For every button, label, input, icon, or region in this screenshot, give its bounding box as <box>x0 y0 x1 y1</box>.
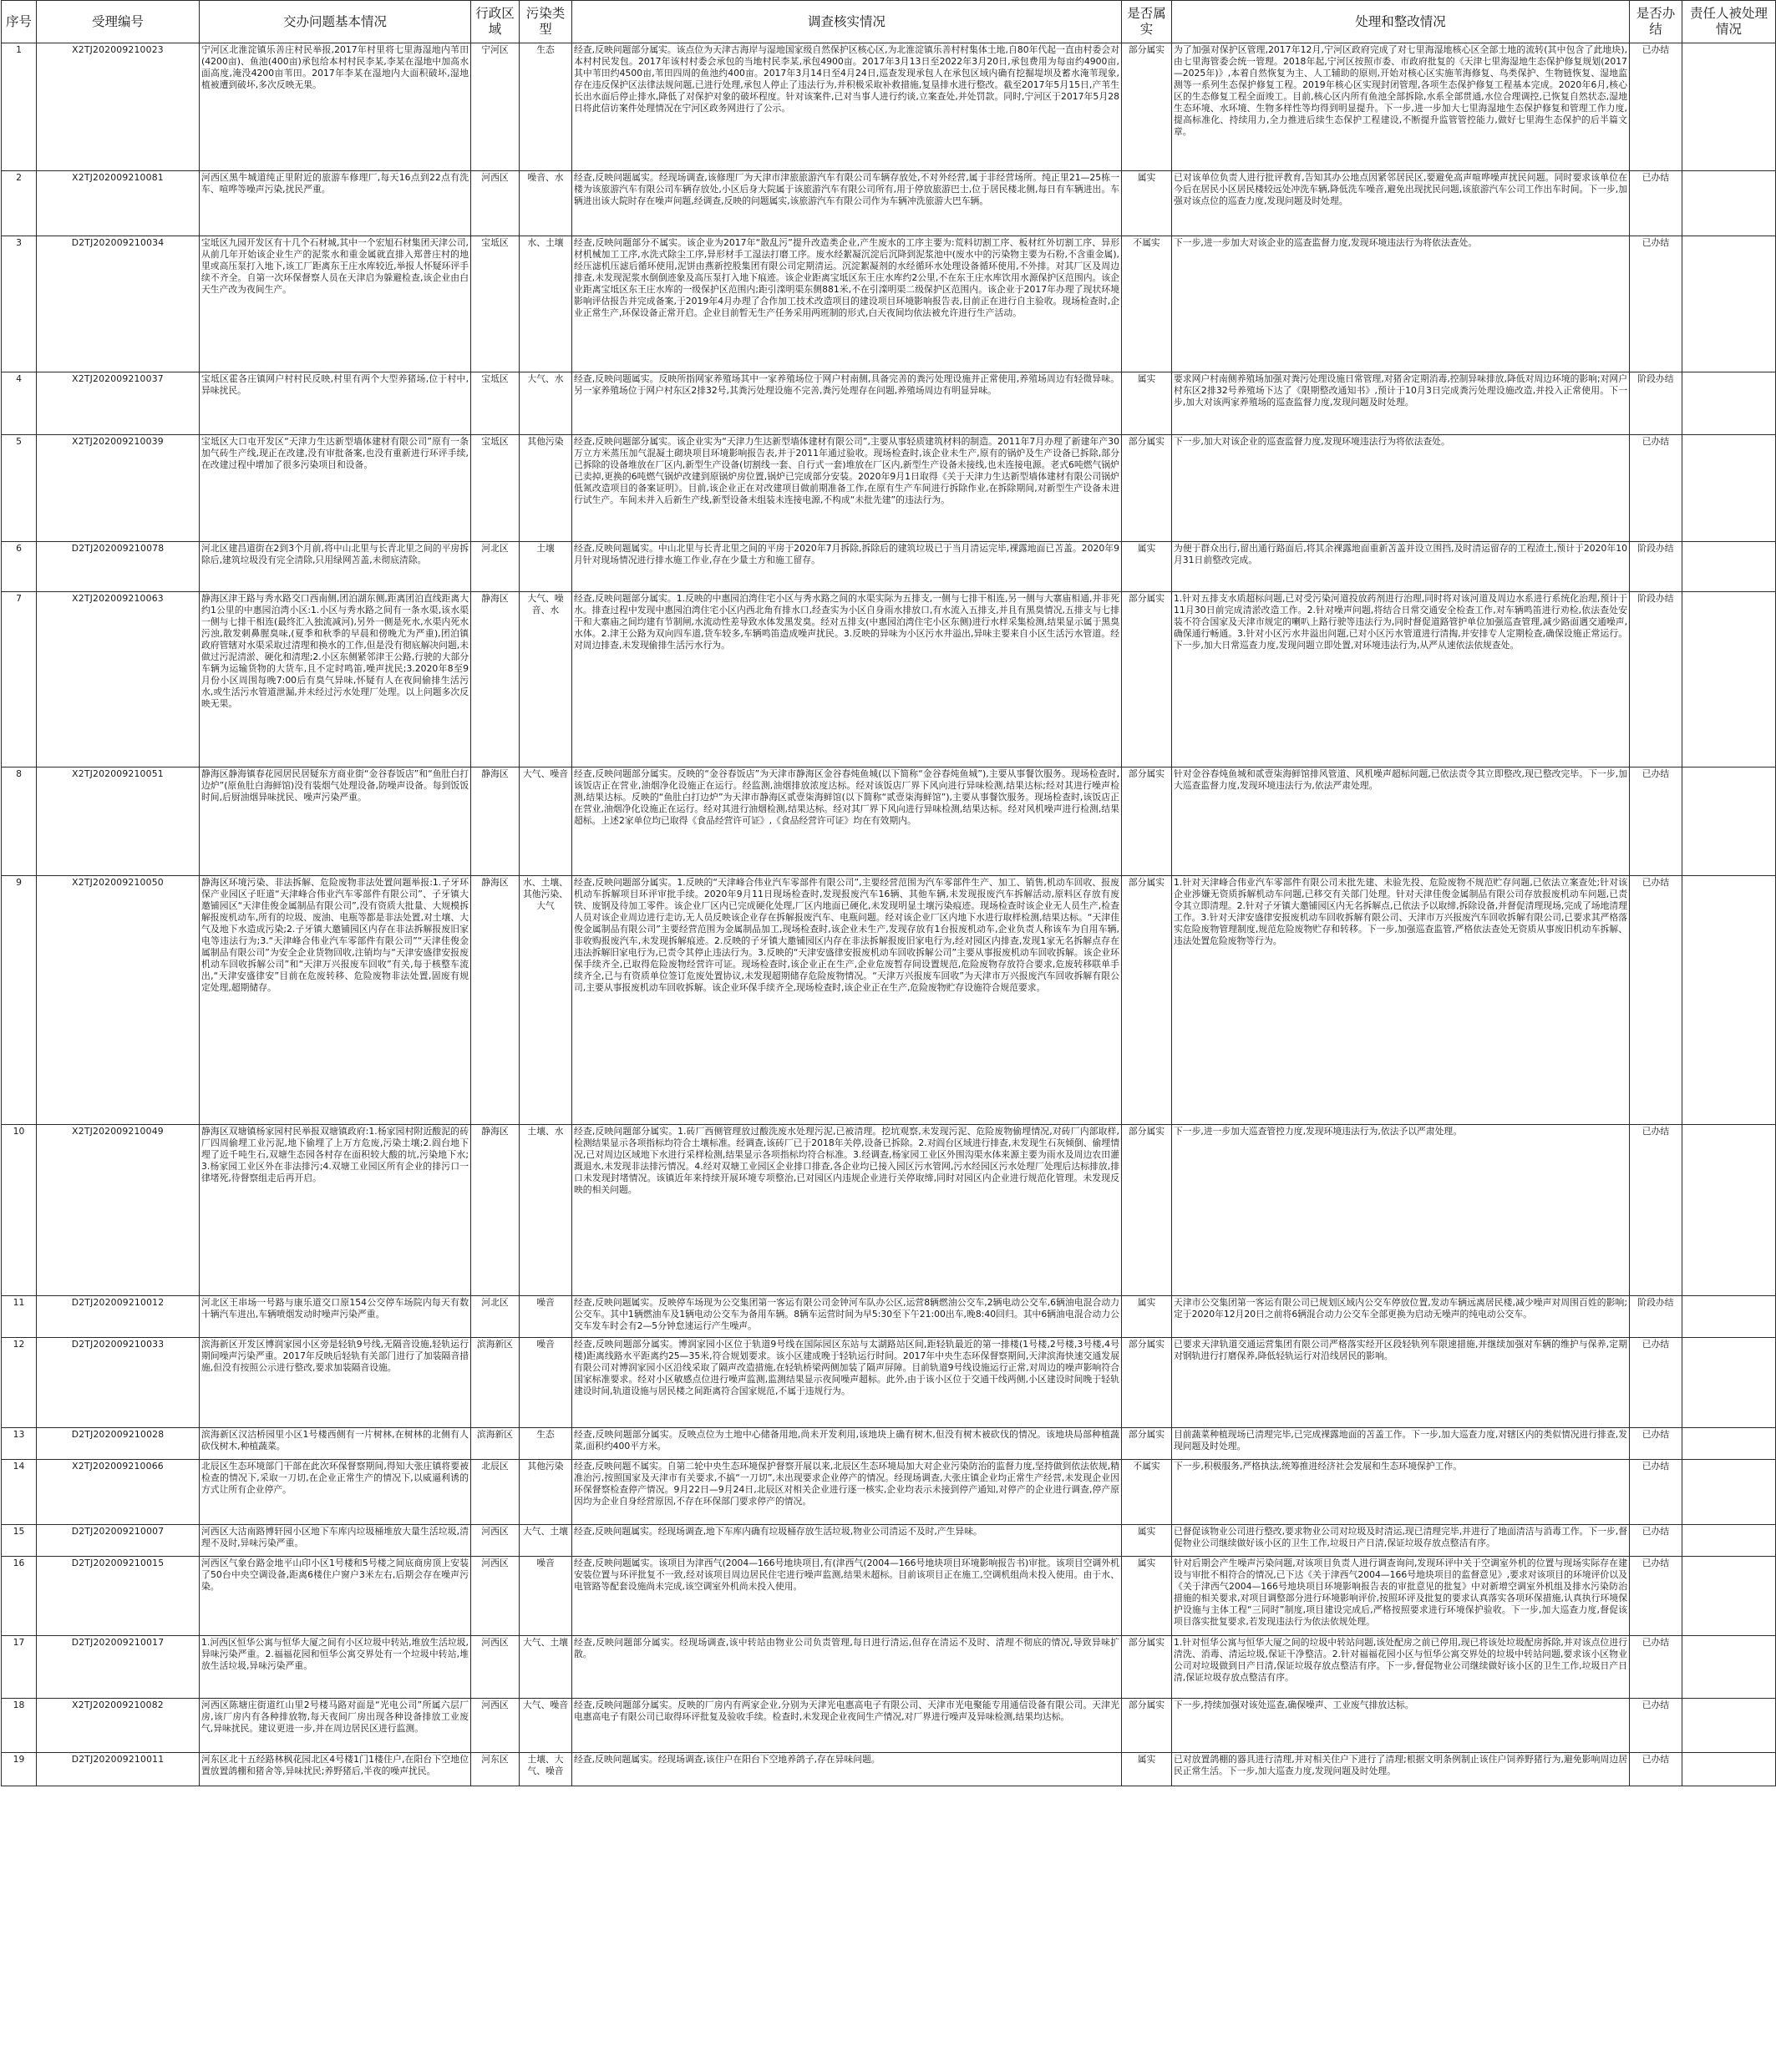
cell-id: D2TJ202009210034 <box>37 236 200 372</box>
cell-district: 静海区 <box>471 768 520 876</box>
cell-verified: 属实 <box>1122 1296 1172 1338</box>
cell-issue: 滨海新区开发区博润家园小区旁是轻轨9号线,无隔音设施,轻轨运行期间噪声污染严重。2017年反映后轻轨有关部门进行了加装隔音措施,但没有按照公示进行整改,要求加装隔音设施。 <box>200 1338 471 1428</box>
header-accountability: 责任人被处理情况 <box>1682 1 1776 43</box>
table-row <box>2 43 1776 171</box>
cell-handling: 已对放置鸽棚的器具进行清理,并对相关住户下进行了清理;根据文明条例制止该住户饲养野猪行为,避免影响周边居民正常生活。下一步,加大巡查力度,发现问题及时处理。 <box>1172 1753 1630 1786</box>
cell-id: D2TJ202009210011 <box>37 1753 200 1786</box>
table-row <box>2 1753 1776 1786</box>
cell-type: 噪音 <box>520 1338 572 1428</box>
cell-investigation: 经查,反映问题部分属实。反映的“金谷春饭店”为天津市静海区金谷春炖鱼城(以下简称“金谷春炖鱼城”),主要从事餐饮服务。现场检查时,该饭店正在营业,油烟净化设施正在运行。经监测,油烟排放浓度达标。经对该饭店厂界下风向进行异味检测,结果达标;经对其进行噪声检测,结果达标。反映的“鱼肚白打边炉”为天津市静海区贰壹柒海鲜馆(以下简称“贰壹柒海鲜馆”),主要从事餐饮服务。现场检查时,该饭店正在营业,油烟净化设施正在运行。经对其进行油烟检测,结果达标。经对其厂界下风向进行异味检测,结果达标。经对风机噪声进行检测,结果超标。上述2家单位均已取得《食品经营许可证》,《食品经营许可证》均在有效期内。 <box>572 768 1122 876</box>
cell-done: 已办结 <box>1630 236 1682 372</box>
cell-investigation: 经查,反映问题部分属实。博润家园小区位于轨道9号线在国际园区东站与太湖路站区间,距轻轨最近的第一排楼(1号楼,2号楼,3号楼,4号楼)距离线路水平距离约25—35米,符合规划要求。该小区建成晚于轻轨运行时间。2017年中央生态环保督察期间,天津滨海快速交通发展有限公司对博润家园小区沿线采取了隔声改造措施,在轻轨桥梁两侧加装了隔声屏障。目前轨道9号线设施运行正常,对周边的噪声影响符合国家标准要求。经对小区敏感点位进行噪声监测,监测结果显示夜间噪声超标。此外,由于该小区位于交通干线两侧,小区建设时间晚于轻轨建设时间,轨道设施与居民楼之间距离符合国家规范,不属于违规行为。 <box>572 1338 1122 1428</box>
table-row <box>2 1636 1776 1699</box>
cell-type: 大气、噪音、水 <box>520 592 572 768</box>
cell-seq: 8 <box>2 768 37 876</box>
cell-done: 阶段办结 <box>1630 1296 1682 1338</box>
cell-investigation: 经查,反映问题不属实。自第二轮中央生态环境保护督察开展以来,北辰区生态环境局加大对企业污染防治的监督力度,坚持做到依法依规,精准治污,按照国家及天津市有关要求,不搞“一刀切”,未出现要求企业停产的情况。经现场调查,大张庄镇企业均正常生产经营,未发现企业因环保督察检查停产情况。9月22日—9月24日,北辰区对相关企业进行逐一核实,企业均表示未接到停产通知,对停产的企业进行调查,停产原因均为企业自身经营原因,不存在环保部门要求停产的情况。 <box>572 1460 1122 1525</box>
cell-type: 大气、水 <box>520 372 572 435</box>
cell-id: D2TJ202009210015 <box>37 1557 200 1636</box>
table-row <box>2 1338 1776 1428</box>
table-row <box>2 768 1776 876</box>
cell-handling: 下一步,持续加强对该处巡查,确保噪声、工业废气排放达标。 <box>1172 1699 1630 1753</box>
table-row <box>2 542 1776 592</box>
cell-district: 北辰区 <box>471 1460 520 1525</box>
cell-investigation: 经查,反映问题部分属实。该点位为天津古海岸与湿地国家级自然保护区核心区,为北淮淀镇乐善村村集体土地,自80年代起一直由村委会对本村村民发包。2017年该村村委会承包的当地村民李某,承包4900亩。2017年3月13日至2022年3月20日,承包费用为每亩约4900亩,其中苇田约4500亩,苇田四周的鱼池约400亩。2017年3月14日至4月24日,巡查发现承包人在承包区域内确有挖掘堤坝及蓄水淹苇现象,存在违反保护区法律法规问题,已进行处理,承包人停止了违法行为,并积极采取补救措施,复垦排水进行整改。截至2017年5月15日,产苇生长出水面后停止排水,降低了对保护对象的破坏程度。针对该案件,已对当事人进行约谈,立案查处,并处罚款。同时,宁河区于2017年5月28日将此信访案件处理情况在宁河区政务网进行了公示。 <box>572 43 1122 171</box>
cell-verified: 属实 <box>1122 1753 1172 1786</box>
cell-district: 宝坻区 <box>471 372 520 435</box>
cell-seq: 6 <box>2 542 37 592</box>
cell-seq: 18 <box>2 1699 37 1753</box>
cell-done: 已办结 <box>1630 1525 1682 1557</box>
header-type: 污染类型 <box>520 1 572 43</box>
cell-handling: 下一步,加大对该企业的巡查监督力度,发现环境违法行为将依法查处。 <box>1172 435 1630 542</box>
cell-verified: 部分属实 <box>1122 43 1172 171</box>
cell-id: X2TJ202009210051 <box>37 768 200 876</box>
table-row <box>2 876 1776 1125</box>
cell-accountability <box>1682 43 1776 171</box>
cell-investigation: 经查,反映问题属实。经现场调查,地下车库内确有垃圾桶存放生活垃圾,物业公司清运不及时,产生异味。 <box>572 1525 1122 1557</box>
cell-seq: 11 <box>2 1296 37 1338</box>
cell-accountability <box>1682 1699 1776 1753</box>
cell-type: 大气、土壤 <box>520 1525 572 1557</box>
cell-issue: 宁河区北淮淀镇乐善庄村民举报,2017年村里将七里海湿地内苇田(4200亩)、鱼池(400亩)承包给本村村民李某,李某在湿地中加高水面高度,淹没4200亩苇田。2017年李某在湿地内大面积破坏,湿地植被遭到破坏,多次反映无果。 <box>200 43 471 171</box>
cell-type: 其他污染 <box>520 435 572 542</box>
complaint-report-table <box>1 0 1776 1786</box>
cell-verified: 属实 <box>1122 1557 1172 1636</box>
table-row <box>2 171 1776 236</box>
table-row <box>2 1557 1776 1636</box>
cell-done: 阶段办结 <box>1630 372 1682 435</box>
cell-done: 已办结 <box>1630 768 1682 876</box>
header-investigation: 调查核实情况 <box>572 1 1122 43</box>
cell-issue: 宝坻区霍各庄镇网户村村民反映,村里有两个大型养猪场,位于村中,异味扰民。 <box>200 372 471 435</box>
cell-type: 大气、噪音 <box>520 768 572 876</box>
header-done: 是否办结 <box>1630 1 1682 43</box>
cell-investigation: 经查,反映问题属实。经现场调查,该修理厂为天津市津旅旅游汽车有限公司车辆存放处,不对外经营,属于非经营场所。纯正里21—25栋一楼为该旅游汽车有限公司车辆存放处,小区后身大院属于该旅游汽车有限公司所有,用于停放旅游巴士,位于居民楼北侧,每日有车辆进出。车辆进出该大院时存在噪声问题,经调查,反映的问题属实,该旅游汽车有限公司作为车辆冲洗旅游大巴车辆。 <box>572 171 1122 236</box>
cell-type: 水、土壤、其他污染、大气 <box>520 876 572 1125</box>
cell-verified: 部分属实 <box>1122 876 1172 1125</box>
cell-handling: 已督促该物业公司进行整改,要求物业公司对垃圾及时清运,现已清理完毕,并进行了地面清洁与消毒工作。下一步,督促物业公司继续做好该小区的卫生工作,垃圾日产日清,保证垃圾存放点整洁有序。 <box>1172 1525 1630 1557</box>
cell-seq: 10 <box>2 1125 37 1296</box>
cell-id: D2TJ202009210033 <box>37 1338 200 1428</box>
cell-id: D2TJ202009210007 <box>37 1525 200 1557</box>
cell-done: 已办结 <box>1630 171 1682 236</box>
cell-investigation: 经查,反映问题部分属实。1.反映的“天津峰合伟业汽车零部件有限公司”,主要经营范围为汽车零部件生产、加工、销售,机动车回收、报废机动车拆解项目环评审批手续。2020年9月11日现场检查时,发现报废汽车16辆、其他车辆,未发现报废汽车拆解活动,原料区存放有废铁、废钢及待加工零件。该企业厂区内已完成硬化处理,厂区内地面已硬化,未发现明显土壤污染痕迹。现场检查时该企业无人员生产,检查人员对该企业周边进行走访,无人员反映该企业存在拆解报废汽车、电瓶问题。经对该企业厂区内地下水进行取样检测,结果达标。“天津佳俊金属制品有限公司”主要经营范围为金属制品加工,现场检查时,该企业未生产,发现存放有1台报废机动车,企业负责人称该车为自用车辆,非收购报废汽车,未发现拆解痕迹。2.反映的子牙镇大邀铺园区内存在非法拆解报废旧家电行为,经对园区内排查,发现1家无名拆解点存在违法拆解旧家电行为,已责令其停止违法行为。3.反映的“天津安盛律安报废机动车回收拆解公司”主要从事报废机动车回收拆解。该企业环保手续齐全,已取得危险废物经营许可证。现场检查时,该企业正在生产,企业危废暂存间设置规范,危险废物存放符合要求,危废转移联单手续齐全,已与有资质单位签订危废处置协议,未发现超期储存危险废物情况。“天津万兴报废车回收”为天津市万兴报废汽车回收拆解有限公司,主要从事报废机动车回收拆解。该企业环保手续齐全,现场检查时,该企业正在生产,危险废物贮存设施符合规范要求。 <box>572 876 1122 1125</box>
cell-seq: 17 <box>2 1636 37 1699</box>
cell-verified: 部分属实 <box>1122 1699 1172 1753</box>
cell-handling: 已要求天津轨道交通运营集团有限公司严格落实经开区段轻轨列车限速措施,并继续加强对车辆的维护与保养,定期对钢轨进行打磨保养,降低轻轨运行对沿线居民的影响。 <box>1172 1338 1630 1428</box>
table-row <box>2 1125 1776 1296</box>
header-district: 行政区域 <box>471 1 520 43</box>
cell-verified: 部分属实 <box>1122 768 1172 876</box>
cell-accountability <box>1682 236 1776 372</box>
cell-issue: 静海区静海镇春花园居民居疑东方商业街“金谷春饭店”和“鱼肚白打边炉”(原鱼肚白海鲜馆)没有装烟气处理设备,防噪声设备。每到饭饭时间,后厨油烟异味扰民、噪声污染严重。 <box>200 768 471 876</box>
cell-issue: 河北区王串场一号路与康乐道交口原154公交停车场院内每天有数十辆汽车进出,车辆喷烟发动时噪声污染严重。 <box>200 1296 471 1338</box>
cell-district: 河西区 <box>471 1557 520 1636</box>
cell-district: 静海区 <box>471 1125 520 1296</box>
cell-issue: 静海区津王路与秀水路交口西南侧,团泊湖东侧,距离团泊直线距离大约1公里的中惠园泊湾小区:1.小区与秀水路之间有一条水渠,该水渠一侧与七排干相连(最终汇入独流减河),另外一侧是死水,水渠内死水污浊,散发刺鼻腥臭味,(夏季和秋季的早晨和傍晚尤为严重),团泊镇政府管辖对水渠采取过清理和换水的工作,但是没有彻底解决问题,未做过污泥清淤、硬化和清理;2.小区东侧紧邻津王公路,行驶的大部分车辆为运输货物的大货车,且不定时鸣笛,噪声扰民;3.2020年8至9月份小区周围每晚7:00后有臭气异味,怀疑有人在夜间偷排生活污水,或生活污水管道泄漏,并未经过污水处理厂处理。以上问题多次反映无果。 <box>200 592 471 768</box>
cell-done: 已办结 <box>1630 1428 1682 1460</box>
cell-issue: 静海区环境污染、非法拆解、危险废物非法处置问题举报:1.子牙环保产业园区子旺道“天津峰合伟业汽车零部件有限公司”、子牙镇大邀铺园区“天津佳俊金属制品有限公司”,没有资质大批量、大规模拆解报废机动车,所有的垃圾、废油、电瓶等都是非法处置,对土壤、大气及地下水造成污染;2.子牙镇大邀铺园区内存在非法拆解报废旧家电等违法行为;3.“天津峰合伟业汽车零部件有限公司”“天津佳俊金属制品有限公司”为安全企业货物回收,注销均与“天津安盛律安报废机动车回收拆解公司”和“天津万兴报废车回收”有关,每于核整车流出,“天津安盛律安”目前在危废转移、危险废物非法处置,固废有规定处理,超期储存。 <box>200 876 471 1125</box>
cell-type: 噪音、水 <box>520 171 572 236</box>
cell-handling: 天津市公交集团第一客运有限公司已规划区域内公交车停放位置,发动车辆远离居民楼,减少噪声对周围百姓的影响;定于2020年12月20日之前将6辆混合动力公交车全部更换为启动无噪声的纯电动公交车。 <box>1172 1296 1630 1338</box>
cell-done: 已办结 <box>1630 1636 1682 1699</box>
cell-accountability <box>1682 592 1776 768</box>
cell-verified: 属实 <box>1122 171 1172 236</box>
header-issue: 交办问题基本情况 <box>200 1 471 43</box>
table-row <box>2 592 1776 768</box>
cell-investigation: 经查,反映问题属实。反映所指网家养殖场其中一家养殖场位于网户村南侧,具备完善的粪污处理设施并正常使用,养殖场周边有轻微异味。另一家养殖场位于网户村东区2排32号,其粪污处理设施不完善,粪污处理存在问题,养殖场周边有明显异味。 <box>572 372 1122 435</box>
cell-district: 河北区 <box>471 542 520 592</box>
cell-handling: 1.针对恒华公寓与恒华大厦之间的垃圾中转站问题,该处配房之前已停用,现已将该处垃圾配房拆除,并对该点位进行清洗、消毒、清运垃圾,保证干净整洁。2.针对福福花园小区与恒华公寓交界处的垃圾中转站问题,要求该小区物业公司对垃圾做到日产日清,保证垃圾存放点整洁有序。下一步,督促物业公司继续做好该小区的卫生工作,垃圾日产日清,保证垃圾存放点整洁有序。 <box>1172 1636 1630 1699</box>
header-verified: 是否属实 <box>1122 1 1172 43</box>
cell-accountability <box>1682 542 1776 592</box>
cell-handling: 要求网户村南侧养殖场加强对粪污处理设施日常管理,对猪舍定期消毒,控制异味排放,降低对周边环境的影响;对网户村东区2排32号养殖场下达了《限期整改通知书》,预计于10月3日完成粪污处理设施改造,并投入正常使用。下一步,加大对该两家养殖场的巡查监督力度,发现问题及时处理。 <box>1172 372 1630 435</box>
cell-accountability <box>1682 1338 1776 1428</box>
cell-investigation: 经查,反映问题属实。中山北里与长青北里之间的平房于2020年7月拆除,拆除后的建筑垃圾已于当月清运完毕,裸露地面已苫盖。2020年9月针对现场情况进行排水施工作业,存在少量土方和施工留存。 <box>572 542 1122 592</box>
cell-accountability <box>1682 1753 1776 1786</box>
cell-handling: 下一步,进一步加大对该企业的巡查监督力度,发现环境违法行为将依法查处。 <box>1172 236 1630 372</box>
cell-type: 噪音 <box>520 1557 572 1636</box>
cell-investigation: 经查,反映问题部分属实。经现场调查,该中转站由物业公司负责管理,每日进行清运,但存在清运不及时、清理不彻底的情况,导致异味扩散。 <box>572 1636 1122 1699</box>
cell-verified: 属实 <box>1122 542 1172 592</box>
cell-done: 阶段办结 <box>1630 592 1682 768</box>
cell-type: 大气、噪音 <box>520 1699 572 1753</box>
cell-investigation: 经查,反映问题部分属实。该企业实为“天津力生达新型墙体建材有限公司”,主要从事轻质建筑材料的制造。2011年7月办理了新建年产30万立方米蒸压加气混凝土砌块项目环境影响报告表,并于2011年通过验收。现场检查时,该企业未生产,原有的锅炉及生产设备已拆除,部分已拆除的设备堆放在厂区内,新型生产设备(切割线一套、自行式一套)堆放在厂区内,新型生产设备未接线,也未连接电源。老式6吨燃气锅炉已卖掉,更换的6吨燃气锅炉改建到原锅炉房位置,锅炉已完成部分安装。2020年9月1日取得《关于天津力生达新型墙体建材有限公司锅炉低氮改造项目的备案证明》。目前,该企业正在对改建项目做前期准备工作,在原有生产车间进行拆除作业,在拆除期间,对新型生产设备未进行试生产。车间未并入后新生产线,新型设备未组装未连接电源,不构成“未批先建”的违法行为。 <box>572 435 1122 542</box>
cell-id: X2TJ202009210037 <box>37 372 200 435</box>
cell-investigation: 经查,反映问题属实。经现场调查,该住户在阳台下空地养鸽子,存在异味问题。 <box>572 1753 1122 1786</box>
cell-accountability <box>1682 1428 1776 1460</box>
cell-verified: 部分属实 <box>1122 1636 1172 1699</box>
cell-district: 河西区 <box>471 171 520 236</box>
cell-verified: 部分属实 <box>1122 435 1172 542</box>
cell-investigation: 经查,反映问题属实。反映停车场现为公交集团第一客运有限公司金钟河车队办公区,运营8辆燃油公交车,2辆电动公交车,6辆油电混合动力公交车。其中1辆燃油车及1辆电动公交车为备用车辆。8辆车运营时间为早5:30至下午21:00出车,晚8:40回归。其中6辆油电混合动力公交车发车时会有2—5分钟怠速运行产生噪声。 <box>572 1296 1122 1338</box>
cell-district: 滨海新区 <box>471 1338 520 1428</box>
cell-id: X2TJ202009210023 <box>37 43 200 171</box>
cell-issue: 宝坻区九园开发区有十几个石材城,其中一个宏旭石材集团天津公司,从前几年开始该企业生产的泥浆水和重金属就直排入郑普庄村的地里或高压泵打入地下,该工厂距离东王庄水库较近,举报人怀疑环评手续不齐全。自第一次环保督察人员在天津启为躲避检查,该企业由白天生产改为夜间生产。 <box>200 236 471 372</box>
cell-accountability <box>1682 1636 1776 1699</box>
cell-id: D2TJ202009210017 <box>37 1636 200 1699</box>
table-body <box>2 43 1776 1786</box>
cell-district: 静海区 <box>471 876 520 1125</box>
cell-issue: 滨海新区汉沽桥园里小区1号楼西侧有一片树林,在树林的北侧有人砍伐树木,种植蔬菜。 <box>200 1428 471 1460</box>
cell-issue: 河东区北十五经路林枫花园北区4号楼1门1楼住户,在阳台下空地位置放置鸽棚和猪舍等,异味扰民;养野猪后,半夜的噪声扰民。 <box>200 1753 471 1786</box>
cell-investigation: 经查,反映问题部分不属实。该企业为2017年“散乱污”提升改造类企业,产生废水的工序主要为:荒料切割工序、板材红外切割工序、异形材机械加工工序,水洗式除尘工序,异形材手工湿法打磨工序。废水经絮凝沉淀后沉降到泥浆池中(废水中的污染物主要为石粉,不含重金属),经压滤机压滤后循环使用,泥饼由燕新控股集团有限公司定期清运。沉淀絮凝剂的水经循环水处理设备循环使用,不外排。对其厂区及周边排查,未发现泥浆水倒倒迹象及高压泵打入地下痕迹。该企业距离宝坻区东王庄水库约2公里,不在东王庄水库饮用水源保护区范围内。该企业距离宝坻区东王庄水库的一级保护区范围内;距引滦明渠东侧881米,不在引滦明渠二级保护区范围内。该企业于2017年办理了现状环境影响评估报告并完成备案,于2019年4月办理了合作加工技术改造项目的建设项目环境影响报告表,目前正在进行自主验收。现场检查时,企业正常生产,环保设备正常开启。企业目前暂无生产任务采用两班制的形式,白天夜间均依法被允许进行生产活动。 <box>572 236 1122 372</box>
cell-handling: 已对该单位负责人进行批评教育,告知其办公地点因紧邻居民区,要避免高声喧哗噪声扰民问题。同时要求该单位在今后在居民小区居民楼较远处冲洗车辆,降低洗车噪音,避免出现扰民问题,该旅游汽车公司工作出车时间。下一步,加强对该点位的巡查力度,发现问题及时处理。 <box>1172 171 1630 236</box>
cell-accountability <box>1682 1460 1776 1525</box>
cell-type: 土壤、大气、噪音 <box>520 1753 572 1786</box>
cell-id: X2TJ202009210039 <box>37 435 200 542</box>
cell-investigation: 经查,反映问题部分属实。反映的厂房内有两家企业,分别为天津光电惠高电子有限公司、天津市光电聚能专用通信设备有限公司。天津光电惠高电子有限公司已取得环评批复及验收手续。检查时,未发现企业夜间生产情况,对厂界进行噪声及异味检测,结果均达标。 <box>572 1699 1122 1753</box>
cell-handling: 为了加强对保护区管理,2017年12月,宁河区政府完成了对七里海湿地核心区全部土地的流转(其中包含了此地块),由七里海管委会统一管理。2018年起,宁河区按照市委、市政府批复的《天津七里海湿地生态保护修复规划(2017—2025年)》,本着自然恢复为主、人工辅助的原则,开始对核心区实施苇海修复、鸟类保护、生物链恢复、湿地监测等一系列生态保护修复工程。2019年核心区实现封闭管理,各项生态保护修复工程基本完成。2020年6月,核心区的生态修复工程全面竣工。目前,核心区内所有鱼池全部拆除,水系全部贯通,水位合理调控,已恢复自然状态,湿地生态环境、水环境、生物多样性等均得到明显提升。下一步,进一步加大七里海湿地生态保护修复和管理工作力度,提高标准化、持续用力,全力推进后续生态保护工程建设,不断提升监管管控能力,做好七里海生态保护的后半篇文章。 <box>1172 43 1630 171</box>
cell-issue: 河西区陈塘庄街道红山里2号楼马路对面是“光电公司”所属六层厂房,该厂房内有各种排放物,每天夜间厂房出现各种设备排放工业废气,异味扰民。建议更进一步,并在周边居民区进行监测。 <box>200 1699 471 1753</box>
cell-accountability <box>1682 876 1776 1125</box>
cell-verified: 属实 <box>1122 1525 1172 1557</box>
cell-issue: 河西区大沽南路博轩园小区地下车库内垃圾桶堆放大量生活垃圾,清理不及时,异味污染严重。 <box>200 1525 471 1557</box>
cell-done: 已办结 <box>1630 1557 1682 1636</box>
cell-accountability <box>1682 1125 1776 1296</box>
cell-done: 已办结 <box>1630 435 1682 542</box>
cell-seq: 13 <box>2 1428 37 1460</box>
cell-seq: 14 <box>2 1460 37 1525</box>
cell-handling: 1.针对五排支水质超标问题,已对受污染河道投放药剂进行治理,同时将对该河道及周边水系进行系统化治理,预计于11月30日前完成清淤改造工作。2.针对噪声问题,将结合日常交通安全检查工作,对车辆鸣笛进行劝检,依法查处安装不符合国家及天津市规定的喇叭上路行驶等违法行为,同时督促道路管护单位加强巡查管理,减少路面遇交通噪声,确保通行畅通。3.针对小区污水井溢出问题,已对小区污水管道进行清掏,并安排专人定期检查,确保设施正常运行。下一步,加大日常巡查力度,发现问题立即处置,对环境违法行为,从严从速依法依规查处。 <box>1172 592 1630 768</box>
header-seq: 序号 <box>2 1 37 43</box>
cell-accountability <box>1682 1557 1776 1636</box>
cell-district: 宝坻区 <box>471 236 520 372</box>
cell-seq: 12 <box>2 1338 37 1428</box>
cell-type: 其他污染 <box>520 1460 572 1525</box>
table-row <box>2 1428 1776 1460</box>
table-row <box>2 435 1776 542</box>
table-header-row <box>2 1 1776 43</box>
cell-done: 已办结 <box>1630 1125 1682 1296</box>
cell-district: 宝坻区 <box>471 435 520 542</box>
cell-investigation: 经查,反映问题部分属实。1.反映的中惠园泊湾住宅小区与秀水路之间的水渠实际为五排支,一侧与七排干相连,另一侧与大寨庙相通,并非死水。排查过程中发现中惠园泊湾住宅小区内西北角有排水口,经查实为小区自身雨水排放口,有水流入五排支,并且有黑臭情况,五排支与七排干和大寨庙之间均建有节制闸,水流动性差导致水体发黑发臭。经对五排支(中惠园泊湾住宅小区东侧)进行水样采集检测,结果显示属于黑臭水体。2.津王公路为双向四车道,货车较多,车辆鸣笛造成噪声扰民。3.反映的异味为小区污水井溢出,异味主要来自小区生活污水管道。经对周边排查,未发现偷排生活污水行为。 <box>572 592 1122 768</box>
cell-seq: 9 <box>2 876 37 1125</box>
cell-handling: 针对金谷春炖鱼城和贰壹柒海鲜馆排风管道、风机噪声超标问题,已依法责令其立即整改,现已整改完毕。下一步,加大巡查监督力度,发现环境违法行为,依法严肃处理。 <box>1172 768 1630 876</box>
cell-accountability <box>1682 1525 1776 1557</box>
cell-district: 河西区 <box>471 1636 520 1699</box>
table-row <box>2 236 1776 372</box>
cell-investigation: 经查,反映问题部分属实。1.砖厂西侧管理放过酸洗废水处理污泥,已被清理。挖坑观察,未发现污泥、危险废物偷埋情况,对砖厂内部取样,检测结果显示各项指标均符合土壤标准。经调查,该砖厂已于2018年关停,设备已拆除。2.对阎台区域进行排查,未发现生石灰倾倒、偷埋情况,已对周边区域地下水进行采样检测,结果显示各项指标均符合标准。3.经调查,杨家园工业区外围沟渠水体来源主要为雨水及周边农田灌溉退水,未发现非法排污情况。4.经对双塘工业园区企业排口排查,各企业均已接入园区污水管网,污水经园区污水处理厂处理后达标排放,排口未发现封堵情况。该镇近年来持续开展环境专项整治,已对园区内违规企业进行关停取缔,同时对园区内企业进行规范化管理。未发现反映的相关问题。 <box>572 1125 1122 1296</box>
cell-issue: 静海区双塘镇杨家园村民举报双塘镇政府:1.杨家园村附近酸泥的砖厂四周偷埋工业污泥,地下偷埋了上万方危废,污染土壤;2.阎台地下埋了近千吨生石,双塘生态园各村存在面积较大酸的坑,污染地下水;3.杨家园工业区外在非法排污;4.双塘工业园区所有企业的排污口一律堵死,待督察组走后再开启。 <box>200 1125 471 1296</box>
cell-issue: 河北区建昌道街在2到3个月前,将中山北里与长青北里之间的平房拆除后,建筑垃圾没有完全清除,只用绿网苫盖,未彻底清除。 <box>200 542 471 592</box>
cell-district: 河北区 <box>471 1296 520 1338</box>
cell-verified: 不属实 <box>1122 236 1172 372</box>
cell-verified: 属实 <box>1122 372 1172 435</box>
cell-done: 已办结 <box>1630 43 1682 171</box>
cell-id: X2TJ202009210050 <box>37 876 200 1125</box>
cell-verified: 不属实 <box>1122 1460 1172 1525</box>
cell-accountability <box>1682 1296 1776 1338</box>
cell-district: 河西区 <box>471 1525 520 1557</box>
cell-accountability <box>1682 435 1776 542</box>
cell-id: D2TJ202009210078 <box>37 542 200 592</box>
cell-district: 宁河区 <box>471 43 520 171</box>
table-row <box>2 372 1776 435</box>
cell-verified: 部分属实 <box>1122 1125 1172 1296</box>
cell-done: 阶段办结 <box>1630 542 1682 592</box>
cell-id: X2TJ202009210066 <box>37 1460 200 1525</box>
cell-handling: 为便于群众出行,留出通行路面后,将其余裸露地面重新苫盖并设立围挡,及时清运留存的工程渣土,预计于2020年10月31日前整改完成。 <box>1172 542 1630 592</box>
cell-seq: 7 <box>2 592 37 768</box>
cell-seq: 1 <box>2 43 37 171</box>
table-row <box>2 1699 1776 1753</box>
cell-id: X2TJ202009210082 <box>37 1699 200 1753</box>
table-row <box>2 1296 1776 1338</box>
cell-done: 已办结 <box>1630 1338 1682 1428</box>
cell-district: 静海区 <box>471 592 520 768</box>
cell-issue: 北辰区生态环境部门干部在此次环保督察期间,得知大张庄镇将要被检查的情况下,采取一刀切,在企业正常生产的情况下,以威逼利诱的方式让所有企业停产。 <box>200 1460 471 1525</box>
cell-accountability <box>1682 171 1776 236</box>
cell-issue: 河西区黑牛城道纯正里附近的旅游车修理厂,每天16点到22点有洗车、喧哗等噪声污染,扰民严重。 <box>200 171 471 236</box>
cell-seq: 2 <box>2 171 37 236</box>
cell-type: 生态 <box>520 1428 572 1460</box>
cell-id: D2TJ202009210012 <box>37 1296 200 1338</box>
cell-type: 生态 <box>520 43 572 171</box>
table-row <box>2 1460 1776 1525</box>
cell-done: 已办结 <box>1630 1753 1682 1786</box>
cell-seq: 16 <box>2 1557 37 1636</box>
cell-type: 大气、土壤 <box>520 1636 572 1699</box>
cell-seq: 5 <box>2 435 37 542</box>
cell-district: 滨海新区 <box>471 1428 520 1460</box>
cell-investigation: 经查,反映问题部分属实。反映点位为土地中心储备用地,尚未开发利用,该地块上确有树木,但没有树木被砍伐的情况。该地块局部种植蔬菜,面积约400平方米。 <box>572 1428 1122 1460</box>
cell-done: 已办结 <box>1630 1699 1682 1753</box>
cell-handling: 下一步,积极服务,严格执法,统筹推进经济社会发展和生态环境保护工作。 <box>1172 1460 1630 1525</box>
cell-type: 噪音 <box>520 1296 572 1338</box>
cell-type: 土壤、水 <box>520 1125 572 1296</box>
cell-seq: 3 <box>2 236 37 372</box>
cell-done: 已办结 <box>1630 876 1682 1125</box>
cell-issue: 1.河西区恒华公寓与恒华大厦之间有小区垃圾中转站,堆放生活垃圾,异味污染严重。2.福福花园和恒华公寓交界处有一个垃圾中转站,堆放生活垃圾,异味污染严重。 <box>200 1636 471 1699</box>
header-id: 受理编号 <box>37 1 200 43</box>
cell-type: 土壤 <box>520 542 572 592</box>
cell-district: 河东区 <box>471 1753 520 1786</box>
cell-type: 水、土壤 <box>520 236 572 372</box>
cell-verified: 部分属实 <box>1122 1428 1172 1460</box>
cell-district: 河西区 <box>471 1699 520 1753</box>
cell-id: X2TJ202009210049 <box>37 1125 200 1296</box>
cell-handling: 1.针对天津峰合伟业汽车零部件有限公司未批先建、未验先投、危险废物不规范贮存问题,已依法立案查处;针对该企业涉嫌无资质拆解机动车问题,已移交有关部门处理。针对天津佳俊金属制品有限公司存放报废机动车问题,已责令其立即清理。2.针对子牙镇大邀铺园区内无名拆解点,已依法予以取缔,拆除设备,并督促清理现场,完成了场地清理工作。3.针对天津安盛律安报废机动车回收拆解有限公司、天津市万兴报废汽车回收拆解有限公司,已要求其严格落实危险废物管理制度,规范危险废物贮存和转移。下一步,加强巡查监管,严格依法查处无资质从事废旧机动车拆解、违法处置危险废物等行为。 <box>1172 876 1630 1125</box>
cell-seq: 15 <box>2 1525 37 1557</box>
cell-id: X2TJ202009210063 <box>37 592 200 768</box>
cell-issue: 宝坻区大口屯开发区“天津力生达新型墙体建材有限公司”原有一条加气砖生产线,现正在改建,没有审批备案,也没有重新进行环评手续,在改建过程中增加了很多污染项目和设备。 <box>200 435 471 542</box>
cell-id: D2TJ202009210028 <box>37 1428 200 1460</box>
cell-accountability <box>1682 372 1776 435</box>
header-handling: 处理和整改情况 <box>1172 1 1630 43</box>
cell-accountability <box>1682 768 1776 876</box>
cell-seq: 19 <box>2 1753 37 1786</box>
cell-id: X2TJ202009210081 <box>37 171 200 236</box>
table-row <box>2 1525 1776 1557</box>
cell-handling: 下一步,进一步加大巡查管控力度,发现环境违法行为,依法予以严肃处理。 <box>1172 1125 1630 1296</box>
cell-verified: 部分属实 <box>1122 592 1172 768</box>
cell-investigation: 经查,反映问题属实。该项目为津西气(2004—166号地块项目,有(津西气(2004—166号地块项目环境影响报告书)审批。该项目空调外机安装位置与环评批复不一致,经对该项目周边居民住宅进行噪声监测,结果未超标。目前该项目正在施工,空调机组尚未投入使用。由于水、电管路等配套设施尚未完成,该空调室外机尚未投入使用。 <box>572 1557 1122 1636</box>
cell-handling: 针对后期会产生噪声污染问题,对该项目负责人进行调查询问,发现环评中关于空调室外机的位置与现场实际存在建设与审批不相符合的情况,已下达《关于津西气2004—166号地块项目的监督意见》,要求对该项目的环境评价以及《关于津西气2004—166号地块项目环境影响报告表的审批意见的批复》中对新增空调室外机组及排水污染防治措施的相关要求,对项目调整部分进行环境影响评价,按照环评及批复的要求认真落实各项环保措施,认真执行环境保护设施与主体工程“三同时”制度,项目建设完成后,严格按照要求进行环境保护验收。下一步,加大巡查力度,督促该项目落实批复要求,若发现违法行为依法依规处理。 <box>1172 1557 1630 1636</box>
cell-handling: 目前蔬菜种植现场已清理完毕,已完成裸露地面的苫盖工作。下一步,加大巡查力度,对辖区内的类似情况进行排查,发现问题及时处理。 <box>1172 1428 1630 1460</box>
cell-verified: 部分属实 <box>1122 1338 1172 1428</box>
cell-seq: 4 <box>2 372 37 435</box>
cell-issue: 河西区气象台路金地平山印小区1号楼和5号楼之间底商房顶上安装了50台中央空调设备,距离6楼住户窗户3米左右,后期会存在噪声污染。 <box>200 1557 471 1636</box>
cell-done: 已办结 <box>1630 1460 1682 1525</box>
